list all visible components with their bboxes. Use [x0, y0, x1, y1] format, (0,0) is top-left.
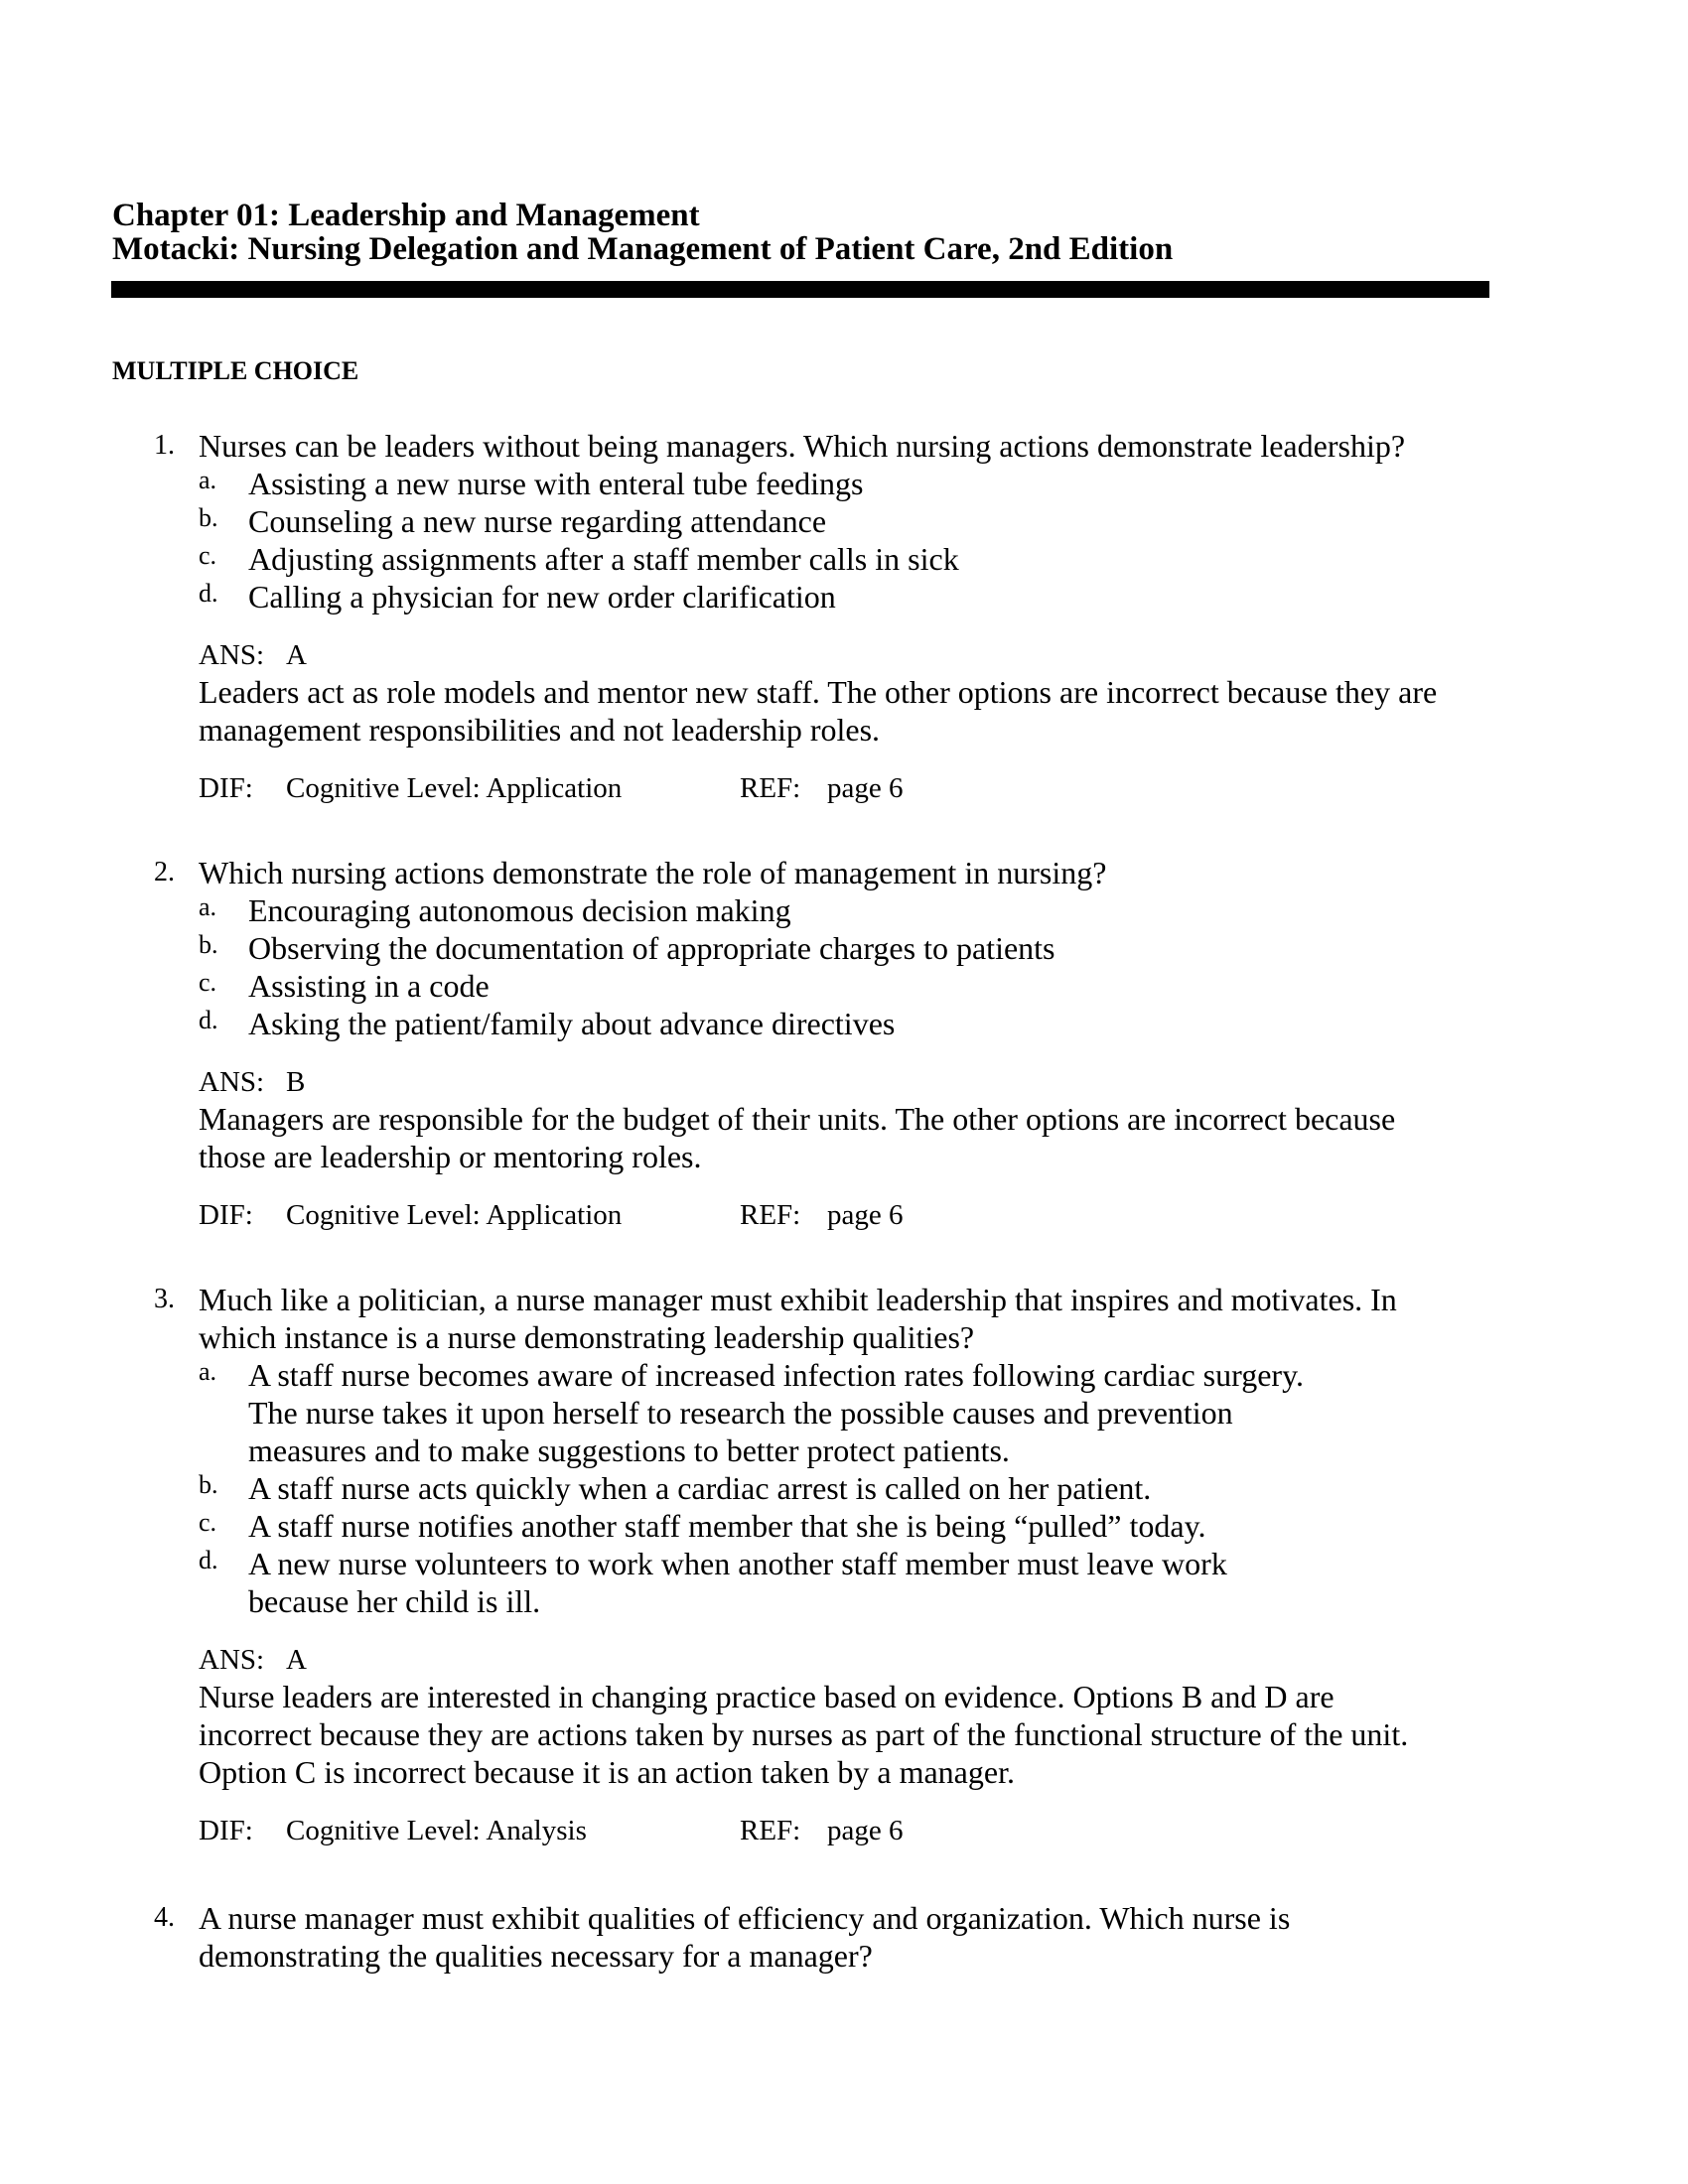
rationale-text: Nurse leaders are interested in changing practice based on evidence. Options B and D are: [199, 1679, 1335, 1714]
option-letter: d.: [199, 579, 218, 608]
question-stem: Much like a politician, a nurse manager must exhibit leadership that inspires and motivates. In: [199, 1282, 1397, 1317]
question-stem: Nurses can be leaders without being managers. Which nursing actions demonstrate leadership?: [199, 428, 1406, 464]
question-2: [0, 854, 1688, 1233]
reference-value: page 6: [827, 1199, 904, 1231]
metadata-line: [0, 1813, 1688, 1848]
question-stem: which instance is a nurse demonstrating leadership qualities?: [199, 1319, 975, 1355]
answer-line: [0, 1064, 1688, 1100]
option-text: measures and to make suggestions to better protect patients.: [248, 1433, 1010, 1468]
option-text: The nurse takes it upon herself to research the possible causes and prevention: [248, 1395, 1233, 1431]
answer-label: ANS:: [199, 1066, 265, 1098]
reference-value: page 6: [827, 772, 904, 804]
answer-line: [0, 637, 1688, 673]
rationale-text: Leaders act as role models and mentor new staff. The other options are incorrect because they are: [199, 674, 1438, 710]
option-c: [0, 967, 1688, 1005]
option-text: Encouraging autonomous decision making: [248, 892, 791, 928]
option-text: because her child is ill.: [248, 1583, 541, 1619]
option-c: [0, 1507, 1688, 1545]
option-text: Assisting a new nurse with enteral tube feedings: [248, 466, 864, 501]
option-text: A staff nurse notifies another staff member that she is being “pulled” today.: [248, 1508, 1206, 1544]
question-stem: A nurse manager must exhibit qualities of efficiency and organization. Which nurse is: [199, 1900, 1291, 1936]
option-text: Adjusting assignments after a staff member calls in sick: [248, 541, 959, 577]
answer-value: A: [286, 1644, 307, 1676]
reference-label: REF:: [740, 1199, 801, 1231]
difficulty-label: DIF:: [199, 1199, 253, 1231]
option-text: A new nurse volunteers to work when another staff member must leave work: [248, 1546, 1227, 1581]
difficulty-label: DIF:: [199, 1815, 253, 1846]
option-letter: b.: [199, 503, 218, 532]
question-number: 4.: [154, 1902, 175, 1933]
section-heading: MULTIPLE CHOICE: [112, 356, 359, 385]
difficulty-value: Cognitive Level: Application: [286, 772, 623, 804]
rationale-text: Option C is incorrect because it is an action taken by a manager.: [199, 1754, 1015, 1790]
difficulty-value: Cognitive Level: Analysis: [286, 1815, 587, 1846]
metadata-line: [0, 770, 1688, 806]
option-letter: c.: [199, 1508, 217, 1537]
difficulty-value: Cognitive Level: Application: [286, 1199, 623, 1231]
rationale-text: incorrect because they are actions taken by nurses as part of the functional structure of the unit.: [199, 1716, 1409, 1752]
option-a: [0, 465, 1688, 502]
option-letter: a.: [199, 1357, 217, 1386]
option-text: Observing the documentation of appropriate charges to patients: [248, 930, 1055, 966]
option-letter: c.: [199, 541, 217, 570]
answer-value: B: [286, 1066, 306, 1098]
option-d: [0, 1545, 1688, 1620]
question-4: [0, 1899, 1688, 1975]
option-text: A staff nurse acts quickly when a cardiac arrest is called on her patient.: [248, 1470, 1152, 1506]
option-a: [0, 891, 1688, 929]
header-rule-divider: [111, 281, 1489, 298]
question-number: 3.: [154, 1284, 175, 1314]
question-number: 1.: [154, 430, 175, 461]
option-letter: d.: [199, 1006, 218, 1034]
document-header: [112, 199, 1492, 266]
answer-label: ANS:: [199, 639, 265, 671]
option-c: [0, 540, 1688, 578]
option-letter: c.: [199, 968, 217, 997]
book-title: Motacki: Nursing Delegation and Management of Patient Care, 2nd Edition: [112, 231, 1174, 267]
option-letter: d.: [199, 1546, 218, 1574]
reference-label: REF:: [740, 1815, 801, 1846]
option-letter: a.: [199, 466, 217, 494]
answer-line: [0, 1642, 1688, 1678]
answer-label: ANS:: [199, 1644, 265, 1676]
option-b: [0, 502, 1688, 540]
rationale-text: Managers are responsible for the budget of their units. The other options are incorrect because: [199, 1101, 1396, 1137]
option-a: [0, 1356, 1688, 1469]
question-1: [0, 427, 1688, 806]
option-b: [0, 929, 1688, 967]
answer-value: A: [286, 639, 307, 671]
option-b: [0, 1469, 1688, 1507]
option-letter: b.: [199, 1470, 218, 1499]
question-number: 2.: [154, 857, 175, 887]
question-stem: demonstrating the qualities necessary for a manager?: [199, 1938, 873, 1974]
option-letter: a.: [199, 892, 217, 921]
option-text: Assisting in a code: [248, 968, 490, 1004]
option-d: [0, 1005, 1688, 1042]
reference-label: REF:: [740, 772, 801, 804]
option-d: [0, 578, 1688, 615]
option-text: Counseling a new nurse regarding attendance: [248, 503, 827, 539]
rationale-text: those are leadership or mentoring roles.: [199, 1139, 702, 1174]
question-stem: Which nursing actions demonstrate the role of management in nursing?: [199, 855, 1107, 890]
reference-value: page 6: [827, 1815, 904, 1846]
question-3: [0, 1281, 1688, 1848]
option-text: A staff nurse becomes aware of increased infection rates following cardiac surgery.: [248, 1357, 1304, 1393]
chapter-title: Chapter 01: Leadership and Management: [112, 198, 700, 233]
difficulty-label: DIF:: [199, 772, 253, 804]
rationale-text: management responsibilities and not leadership roles.: [199, 712, 881, 748]
option-text: Asking the patient/family about advance directives: [248, 1006, 896, 1041]
option-letter: b.: [199, 930, 218, 959]
option-text: Calling a physician for new order clarification: [248, 579, 836, 614]
metadata-line: [0, 1197, 1688, 1233]
